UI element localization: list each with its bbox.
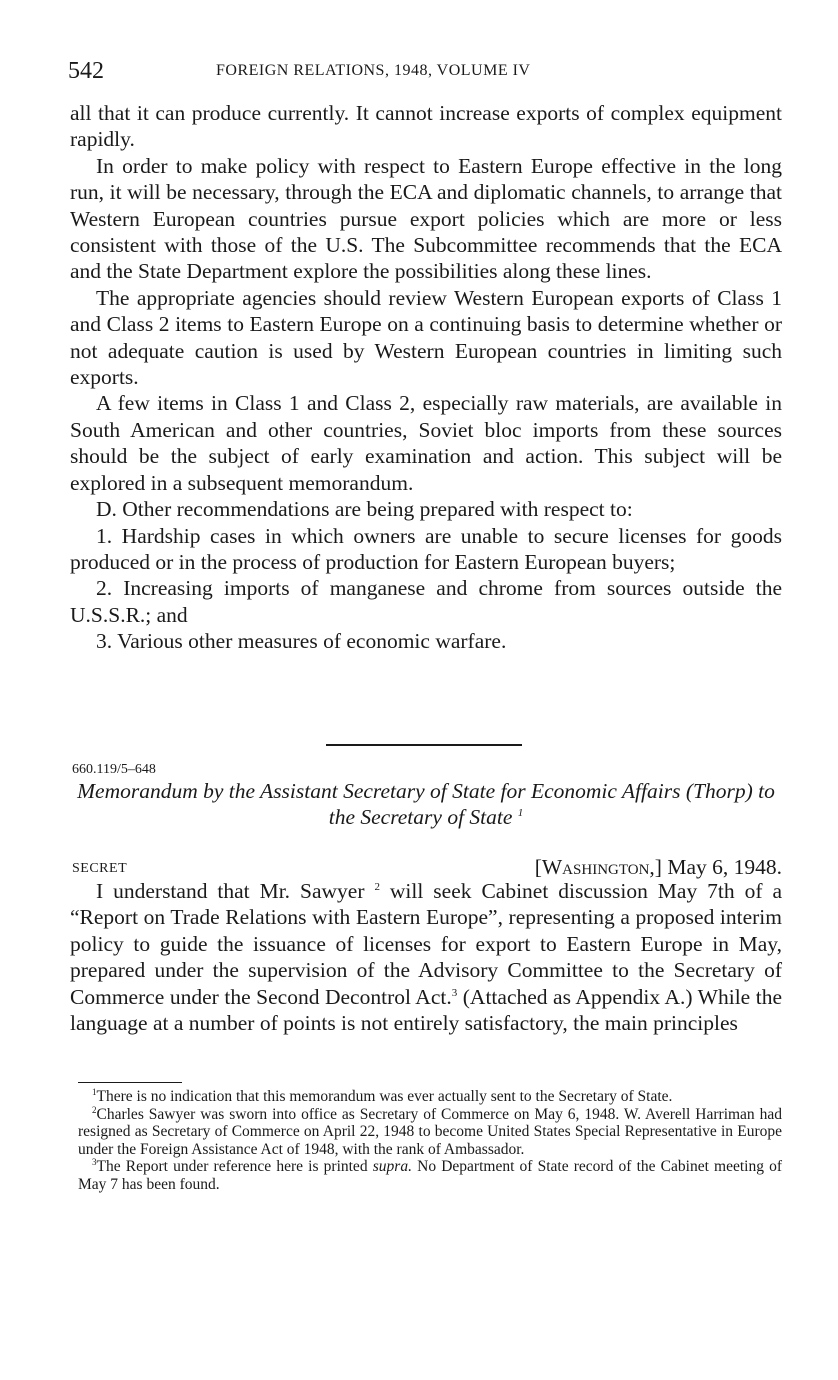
footnotes [78, 1088, 782, 1194]
footnote-ref: 2 [374, 880, 380, 893]
footnote-italic: supra. [372, 1158, 412, 1176]
continuation-text [70, 100, 782, 655]
paragraph-continued: all that it can produce currently. It cannot increase exports of complex equipment rapidly. [70, 101, 782, 152]
memo-body [70, 878, 782, 1036]
footnote [78, 1158, 782, 1193]
dateline [535, 855, 782, 880]
footnote-text: No Department of State record of the Cabinet meeting of May 7 has been found. [78, 1158, 783, 1193]
footnote-number: 3 [92, 1157, 97, 1168]
footnote-ref: 3 [451, 986, 458, 999]
footnote-ref: 1 [517, 807, 524, 820]
paragraph-raw-materials: A few items in Class 1 and Class 2, especially raw materials, are available in South American and other countries, Soviet bloc imports from these sources should be the subject of early examination and action. This subject will be explored in a subsequent memorandum. [70, 391, 782, 495]
memo-text: will seek Cabinet discussion May 7th of a “Report on Trade Relations with Eastern Europe”, representing a proposed interim policy to guide the issuance of licenses for export to Eastern Europe in May, prepared under the supervision of the Advisory Committee to the Secretary of Commerce under the Second Decontrol Act. [70, 879, 782, 1009]
paragraph-other-recommendations: D. Other recommendations are being prepared with respect to: [96, 497, 633, 522]
page-number: 542 [68, 58, 104, 84]
dateline-date: May 6, 1948. [667, 855, 782, 879]
file-number: 660.119/5–648 [72, 762, 156, 777]
footnote-divider [78, 1082, 182, 1083]
footnote [78, 1106, 782, 1159]
footnote-number: 1 [92, 1086, 97, 1097]
footnote [78, 1088, 782, 1106]
list-item: 3. Various other measures of economic warfare. [96, 629, 507, 654]
section-divider [326, 744, 522, 746]
list-item: 2. Increasing imports of manganese and chrome from sources outside the U.S.S.R.; and [70, 576, 782, 627]
footnote-text: There is no indication that this memorandum was ever actually sent to the Secretary of State. [96, 1088, 673, 1105]
footnote-text: Charles Sawyer was sworn into office as Secretary of Commerce on May 6, 1948. W. Averell Harriman had resigned as Secretary of Commerce on April 22, 1948 to become United States Special Representative in Europe under the Foreign Assistance Act of 1948, with the rank of Ambassador. [78, 1105, 782, 1158]
document-title [70, 778, 782, 831]
document-title-text: Memorandum by the Assistant Secretary of State for Economic Affairs (Thorp) to the Secretary of State [77, 779, 775, 830]
paragraph-eca-policy: In order to make policy with respect to Eastern Europe effective in the long run, it will be necessary, through the ECA and diplomatic channels, to arrange that Western European countries pursue export policies which are more or less consistent with those of the U.S. The Subcommittee recommends that the ECA and the State Department explore the possibilities along these lines. [70, 153, 782, 284]
list-item: 1. Hardship cases in which owners are unable to secure licenses for goods produced or in the process of production for Eastern European buyers; [70, 523, 782, 574]
running-head: FOREIGN RELATIONS, 1948, VOLUME IV [216, 62, 531, 79]
footnote-number: 2 [92, 1104, 97, 1115]
classification: SECRET [72, 861, 128, 876]
footnote-text: The Report under reference here is printed [96, 1158, 368, 1176]
dateline-place: [Washington,] [534, 855, 662, 879]
page-header [68, 58, 780, 88]
memo-paragraph [70, 878, 782, 1036]
memo-text: (Attached as Appendix A.) While the language at a number of points is not entirely satisfactory, the main principles [70, 984, 783, 1036]
memo-text: I understand that Mr. Sawyer [96, 879, 365, 903]
paragraph-review-exports: The appropriate agencies should review Western European exports of Class 1 and Class 2 items to Eastern Europe on a continuing basis to determine whether or not adequate caution is used by Western European countries in limiting such exports. [70, 285, 782, 390]
